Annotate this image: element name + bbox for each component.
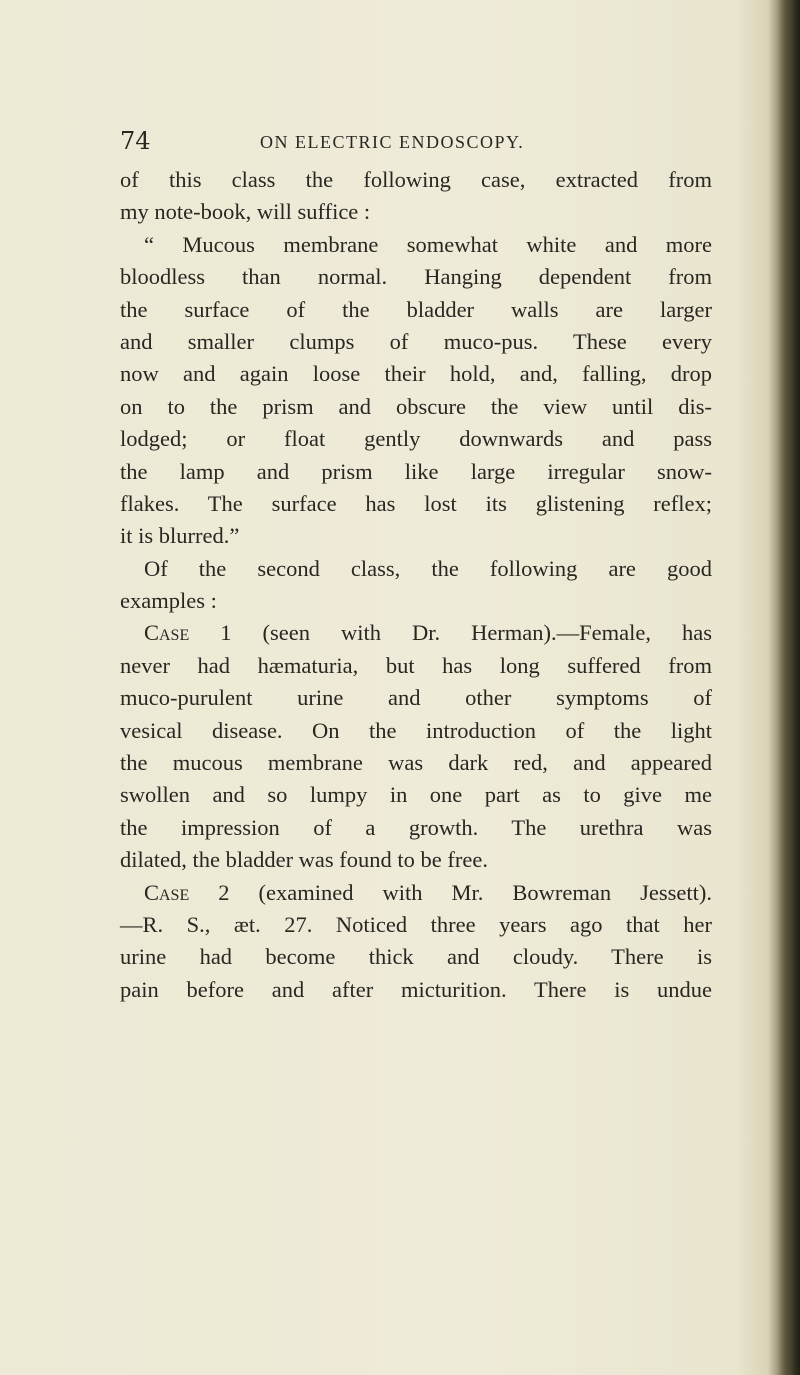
text-line: examples : xyxy=(120,588,217,614)
text-line: of this class the following case, extracted from xyxy=(120,167,712,192)
text-line: —R. S., æt. 27. Noticed three years ago that her xyxy=(120,911,712,937)
text-line: “ Mucous membrane somewhat white and more xyxy=(144,231,712,257)
text-line: the mucous membrane was dark red, and appeared xyxy=(120,750,712,776)
text-line: pain before and after micturition. There is undue xyxy=(120,976,712,1002)
text-line: muco-purulent urine and other symptoms of xyxy=(120,685,712,711)
text-line: now and again loose their hold, and, falling, drop xyxy=(120,361,712,387)
text-line: my note-book, will suffice : xyxy=(120,199,371,225)
text-line: bloodless than normal. Hanging dependent from xyxy=(120,264,712,290)
running-head: ON ELECTRIC ENDOSCOPY. xyxy=(260,132,525,152)
text-line: Of the second class, the following are good xyxy=(144,555,712,581)
text-line: the impression of a growth. The urethra was xyxy=(120,814,712,840)
text-line: and smaller clumps of muco-pus. These every xyxy=(120,328,712,354)
case-label: Case xyxy=(144,879,190,905)
page-header xyxy=(120,127,760,167)
page-edge-shadow xyxy=(778,0,800,1375)
text-line: urine had become thick and cloudy. There is xyxy=(120,944,712,970)
text-line: Case 2 (examined with Mr. Bowreman Jessett). xyxy=(144,879,712,905)
text-line: never had hæmaturia, but has long suffered from xyxy=(120,652,712,678)
text-line: lodged; or float gently downwards and pass xyxy=(120,426,712,452)
text-line: on to the prism and obscure the view until dis- xyxy=(120,393,712,419)
text-line: swollen and so lumpy in one part as to give me xyxy=(120,782,712,808)
page-number: 74 xyxy=(120,127,151,155)
case-label: Case xyxy=(144,620,190,646)
text-line: the lamp and prism like large irregular snow- xyxy=(120,458,712,484)
text-line: dilated, the bladder was found to be free. xyxy=(120,847,488,873)
text-line: the surface of the bladder walls are larger xyxy=(120,296,712,322)
body-text xyxy=(120,164,712,1006)
text-line: flakes. The surface has lost its glistening reflex; xyxy=(120,490,712,516)
text-line: it is blurred.” xyxy=(120,523,240,549)
text-line: vesical disease. On the introduction of the light xyxy=(120,717,712,743)
text-line: Case 1 (seen with Dr. Herman).—Female, has xyxy=(144,620,712,646)
